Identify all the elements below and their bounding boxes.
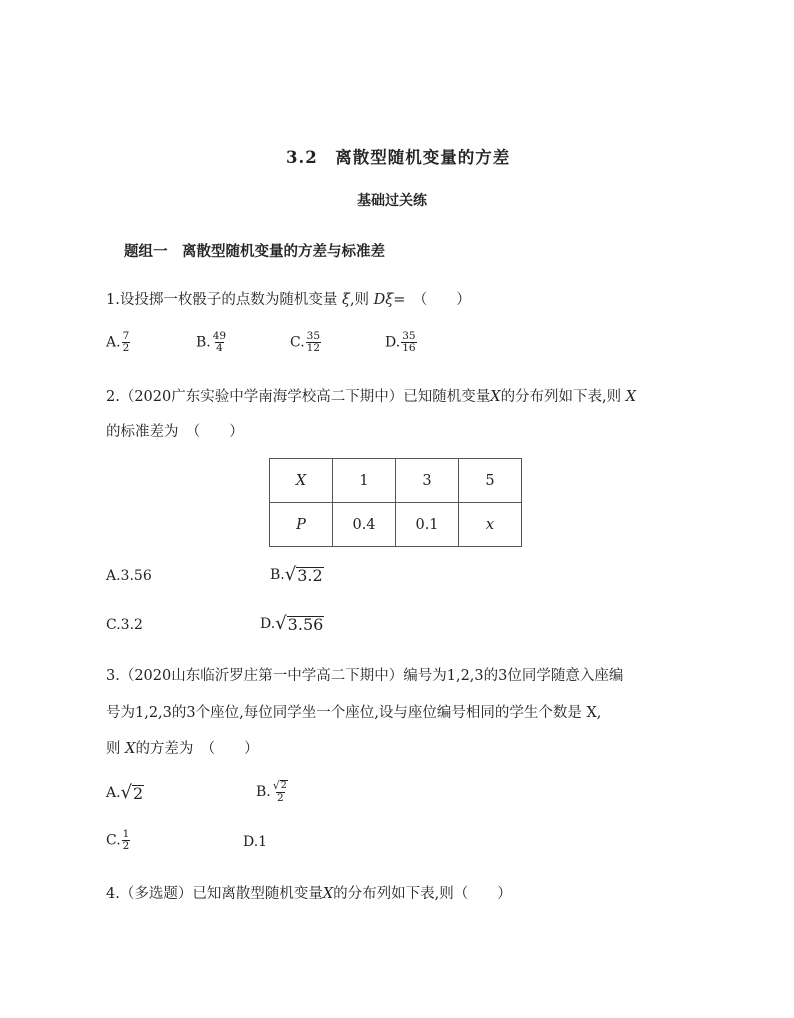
question-3-stem-line2: 号为1,2,3的3个座位,每位同学坐一个座位,设与座位编号相同的学生个数是 X, <box>106 705 602 721</box>
radicand: 2 <box>280 780 287 791</box>
q3-option-c[interactable] <box>106 829 130 852</box>
q1-option-d-label: D. <box>385 334 401 351</box>
q2-option-b[interactable] <box>270 566 324 584</box>
radical-sign-icon: √ <box>272 779 280 792</box>
q2-var: X <box>490 389 501 405</box>
radicand: 3.56 <box>287 615 324 634</box>
fraction-denominator: 2 <box>122 840 130 852</box>
q1-option-a-fraction <box>122 331 131 354</box>
q3-text-pre: 则 <box>106 741 126 757</box>
table-cell: P <box>270 503 333 547</box>
section-subtitle: 基础过关练 <box>357 193 427 209</box>
fraction-denominator: 2 <box>276 791 284 804</box>
q2-option-c[interactable]: C.3.2 <box>106 617 143 633</box>
q1-option-b[interactable] <box>196 331 227 354</box>
q1-option-c-label: C. <box>290 334 305 351</box>
q1-option-a-label: A. <box>106 334 121 351</box>
q3-text-post: 的方差为 （ ） <box>135 741 259 757</box>
table-cell: x <box>459 503 522 547</box>
radical-sign-icon: √ <box>284 564 297 585</box>
q1-text-mid: ,则 <box>349 292 374 308</box>
question-group-heading: 题组一 离散型随机变量的方差与标准差 <box>124 243 385 260</box>
q3-option-c-fraction <box>122 829 131 852</box>
table-row <box>270 503 522 547</box>
question-2-stem-line1 <box>106 385 636 406</box>
q4-var: X <box>322 886 334 902</box>
q3-option-a-sqrt <box>121 784 145 802</box>
q1-option-b-label: B. <box>196 334 211 351</box>
table-cell: 3 <box>396 459 459 503</box>
table-cell: 5 <box>459 459 522 503</box>
radical-sign-icon: √ <box>275 613 287 634</box>
q3-option-b[interactable] <box>256 780 289 804</box>
fraction-denominator: 2 <box>122 342 130 354</box>
q3-option-d[interactable]: D.1 <box>243 834 268 850</box>
q1-dxi: Dξ <box>373 292 394 308</box>
q4-text-post: 的分布列如下表,则（ ） <box>333 886 512 902</box>
table-cell: 1 <box>333 459 396 503</box>
q3-option-b-label: B. <box>256 783 271 800</box>
fraction-numerator: 35 <box>306 330 321 342</box>
q3-option-b-fraction <box>272 780 289 804</box>
table-cell: 0.1 <box>396 503 459 547</box>
fraction-denominator: 16 <box>402 342 416 354</box>
radicand: 3.2 <box>297 566 323 585</box>
fraction-numerator <box>272 780 289 792</box>
fraction-denominator: 12 <box>306 342 321 354</box>
q1-text-pre: 1.设投掷一枚骰子的点数为随机变量 <box>106 292 342 308</box>
numerator-sqrt <box>273 780 288 791</box>
q1-xi: ξ <box>341 292 350 308</box>
page-title: 3.2 离散型随机变量的方差 <box>286 148 511 167</box>
table-cell: X <box>270 459 333 503</box>
q2-option-b-sqrt <box>285 566 324 584</box>
q2-text-pre: 2.（2020广东实验中学南海学校高二下期中）已知随机变量 <box>106 389 491 405</box>
fraction-numerator: 1 <box>122 828 130 840</box>
table-row <box>270 459 522 503</box>
q3-var: X <box>125 741 136 757</box>
fraction-denominator: 4 <box>216 342 223 354</box>
q1-option-b-fraction <box>212 331 227 354</box>
fraction-numerator: 35 <box>402 330 416 342</box>
q1-option-d[interactable] <box>385 331 417 354</box>
q4-text-pre: 4.（多选题）已知离散型随机变量 <box>106 886 323 902</box>
question-1-stem <box>106 288 471 309</box>
question-4-stem <box>106 882 512 903</box>
q1-text-post: = （ ） <box>393 292 471 308</box>
q1-option-c-fraction <box>306 331 321 354</box>
q2-var-end: X <box>625 389 637 405</box>
fraction-numerator: 49 <box>212 330 227 342</box>
q1-option-d-fraction <box>401 331 416 354</box>
table-cell: 0.4 <box>333 503 396 547</box>
q2-option-a[interactable]: A.3.56 <box>106 568 152 584</box>
q1-option-c[interactable] <box>290 331 321 354</box>
q2-distribution-table <box>269 458 522 547</box>
q2-option-d-sqrt <box>275 615 324 633</box>
q2-text-mid: 的分布列如下表,则 <box>500 389 626 405</box>
q3-option-a[interactable] <box>106 784 144 802</box>
question-3-stem-line1: 3.（2020山东临沂罗庄第一中学高二下期中）编号为1,2,3的3位同学随意入座编 <box>106 668 624 684</box>
q2-option-d-label: D. <box>260 616 276 632</box>
q3-option-a-label: A. <box>106 785 121 801</box>
fraction-numerator: 7 <box>122 330 130 342</box>
q2-option-d[interactable] <box>260 615 324 633</box>
question-2-stem-line2: 的标准差为 （ ） <box>106 424 244 440</box>
question-3-stem-line3 <box>106 737 259 758</box>
q2-option-b-label: B. <box>270 567 285 583</box>
radical-sign-icon: √ <box>120 782 133 803</box>
q3-option-c-label: C. <box>106 832 121 849</box>
radicand: 2 <box>133 784 144 803</box>
q1-option-a[interactable] <box>106 331 130 354</box>
